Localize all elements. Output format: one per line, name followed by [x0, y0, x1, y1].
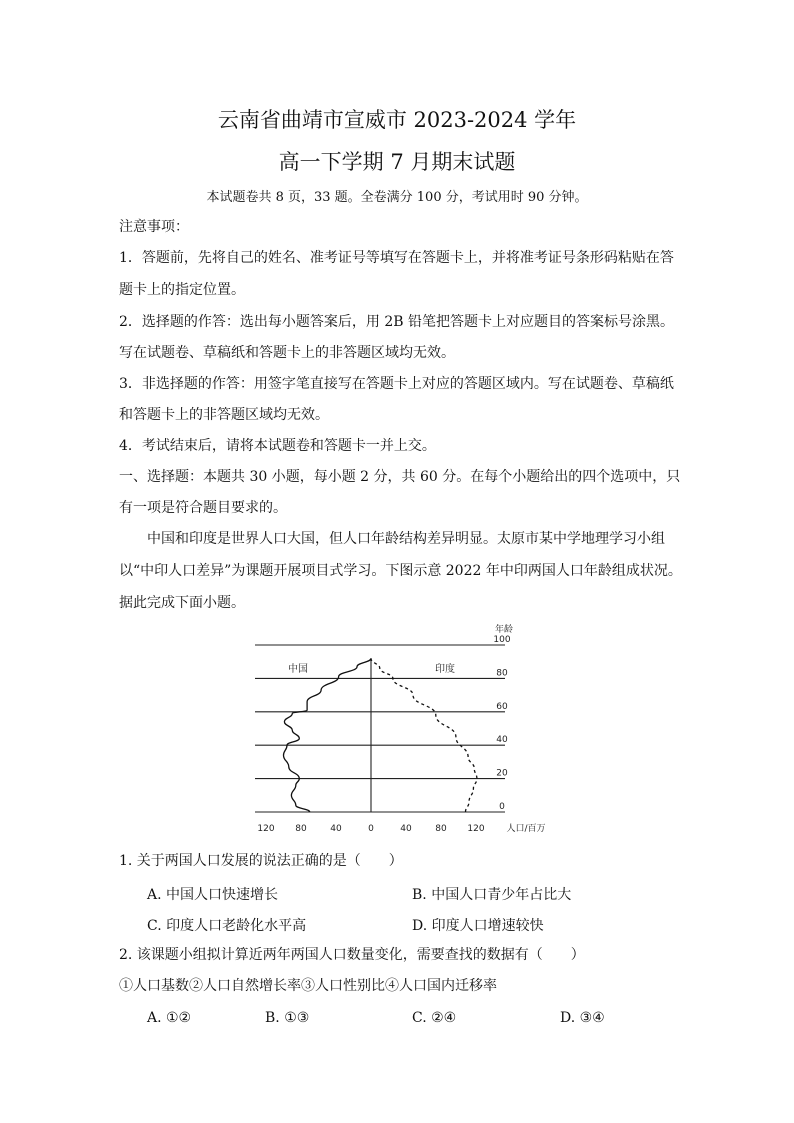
- y-tick-label: 60: [496, 701, 508, 712]
- option-c: C. 印度人口老龄化水平高: [147, 918, 307, 934]
- option-b: B. ①③: [265, 1010, 310, 1026]
- question-stem: 1. 关于两国人口发展的说法正确的是（ ）: [119, 853, 403, 869]
- option-a: A. 中国人口快速增长: [147, 887, 279, 903]
- notes-heading: 注意事项：: [119, 219, 189, 235]
- section-heading: 有一项是符合题目要求的。: [119, 500, 287, 516]
- note-line: 题卡上的指定位置。: [119, 282, 245, 298]
- note-line: 2．选择题的作答：选出每小题答案后，用 2B 铅笔把答题卡上对应题目的答案标号涂黑。: [119, 314, 675, 330]
- note-line: 3．非选择题的作答：用签字笔直接写在答题卡上对应的答题区域内。写在试题卷、草稿纸: [119, 376, 674, 392]
- population-age-chart: [240, 618, 560, 838]
- y-axis-label: 年龄: [494, 625, 514, 635]
- region-label-india: 印度: [435, 664, 455, 675]
- note-line: 4．考试结束后，请将本试题卷和答题卡一并上交。: [119, 438, 436, 454]
- section-heading: 一、选择题：本题共 30 小题，每小题 2 分，共 60 分。在每个小题给出的四个选项中，只: [119, 469, 681, 485]
- exam-info: 本试题卷共 8 页，33 题。全卷满分 100 分，考试用时 90 分钟。: [206, 190, 588, 205]
- y-tick-label: 40: [496, 735, 508, 746]
- question-note: ①人口基数②人口自然增长率③人口性别比④人口国内迁移率: [119, 978, 497, 994]
- x-tick-label: 80: [295, 824, 307, 834]
- page-title-line2: 高一下学期 7 月期末试题: [278, 150, 516, 174]
- question-stem: 2. 该课题小组拟计算近两年两国人口数量变化，需要查找的数据有（ ）: [119, 947, 585, 963]
- passage-line: 据此完成下面小题。: [119, 595, 245, 611]
- series-line-india: [371, 658, 477, 812]
- option-b: B. 中国人口青少年占比大: [412, 887, 572, 903]
- x-tick-label: 40: [330, 824, 342, 834]
- option-d: D. ③④: [560, 1010, 605, 1026]
- option-a: A. ①②: [147, 1010, 192, 1026]
- y-tick-label: 0: [499, 802, 505, 812]
- x-tick-label: 40: [400, 824, 412, 834]
- note-line: 写在试题卷、草稿纸和答题卡上的非答题区域均无效。: [119, 345, 455, 361]
- region-label-china: 中国: [288, 664, 308, 675]
- option-c: C. ②④: [412, 1010, 457, 1026]
- passage-line: 中国和印度是世界人口大国，但人口年龄结构差异明显。太原市某中学地理学习小组: [147, 531, 665, 547]
- x-tick-label: 120: [467, 824, 485, 834]
- page-title-line1: 云南省曲靖市宣威市 2023-2024 学年: [217, 108, 577, 132]
- x-tick-label: 0: [368, 824, 374, 834]
- x-tick-label: 80: [435, 824, 447, 834]
- option-d: D. 印度人口增速较快: [412, 918, 544, 934]
- x-axis-label: 人口/百万: [506, 824, 546, 834]
- note-line: 和答题卡上的非答题区域均无效。: [119, 407, 329, 423]
- y-tick-label: 80: [496, 668, 508, 679]
- x-tick-label: 120: [257, 824, 275, 834]
- note-line: 1．答题前，先将自己的姓名、准考证号等填写在答题卡上，并将准考证号条形码粘贴在答: [119, 250, 674, 266]
- series-line-china: [284, 658, 372, 812]
- y-tick-label: 20: [496, 768, 508, 779]
- y-tick-label: 100: [493, 635, 511, 645]
- passage-line: 以“中印人口差异”为课题开展项目式学习。下图示意 2022 年中印两国人口年龄组成状况。: [119, 563, 682, 579]
